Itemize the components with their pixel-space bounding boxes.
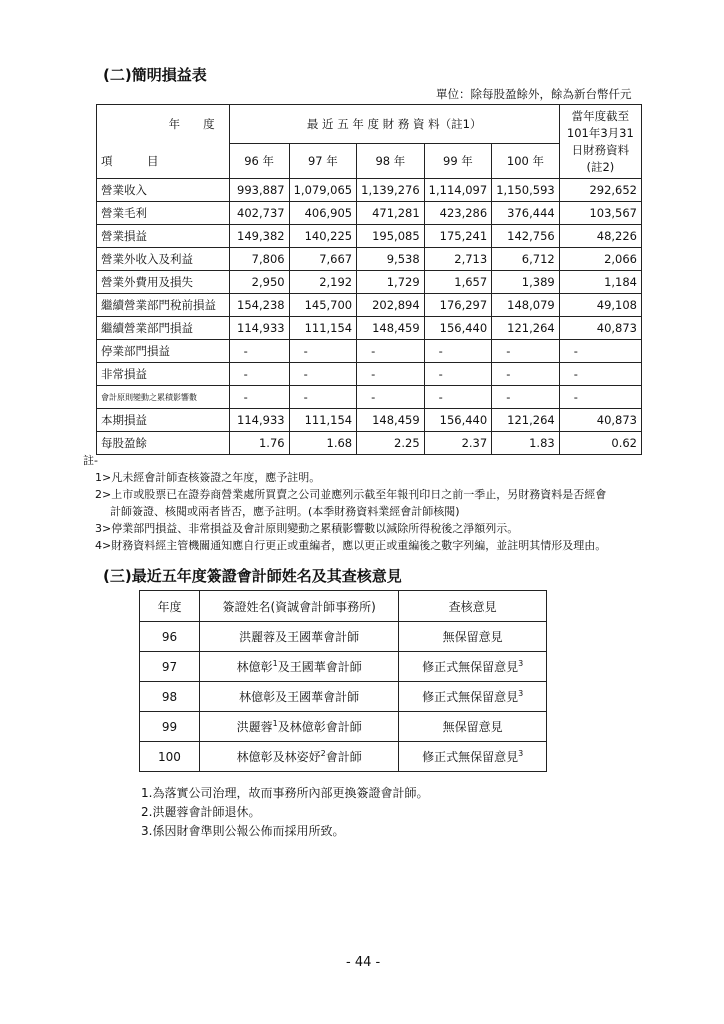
value-cell: -	[289, 363, 357, 386]
aud-name: 林億彰及王國華會計師	[199, 682, 398, 712]
value-cell: 145,700	[289, 294, 357, 317]
value-cell: 114,933	[229, 317, 289, 340]
value-cell: 40,873	[559, 317, 641, 340]
value-cell: 6,712	[492, 248, 560, 271]
table-row	[140, 622, 547, 652]
note-1: 1>凡未經會計師查核簽證之年度，應予註明。	[95, 471, 321, 484]
value-cell: -	[229, 386, 289, 409]
value-cell: 154,238	[229, 294, 289, 317]
income-statement-table	[96, 104, 642, 455]
value-cell: -	[357, 340, 425, 363]
aud-year: 97	[140, 652, 200, 682]
aud-header-opinion: 查核意見	[399, 591, 547, 622]
footnotes	[141, 784, 428, 841]
aud-year: 100	[140, 742, 200, 772]
value-cell: 1.76	[229, 432, 289, 455]
value-cell: 48,226	[559, 225, 641, 248]
value-cell: 2.37	[424, 432, 492, 455]
value-cell: 49,108	[559, 294, 641, 317]
value-cell: 0.62	[559, 432, 641, 455]
value-cell: 2,950	[229, 271, 289, 294]
value-cell: -	[357, 386, 425, 409]
note-3: 3>停業部門損益、非常損益及會計原則變動之累積影響數以減除所得稅後之淨額列示。	[95, 522, 519, 535]
footnote-1: 1.為落實公司治理，故而事務所內部更換簽證會計師。	[141, 786, 429, 800]
note-2: 2>上市或股票已在證券商營業處所買賣之公司並應列示截至年報刊印日之前一季止，另財務資料是否經會	[95, 488, 607, 501]
year-header: 98 年	[357, 144, 425, 179]
aud-name: 林億彰$^1$及王國華會計師	[199, 652, 398, 682]
value-cell: 2,066	[559, 248, 641, 271]
aud-year: 99	[140, 712, 200, 742]
row-item-label: 營業毛利	[97, 202, 230, 225]
value-cell: -	[289, 386, 357, 409]
value-cell: 148,459	[357, 409, 425, 432]
value-cell: 148,459	[357, 317, 425, 340]
value-cell: 292,652	[559, 179, 641, 202]
value-cell: -	[492, 363, 560, 386]
value-cell: 471,281	[357, 202, 425, 225]
note-2-cont: 計師簽證、核閱或兩者皆否，應予註明。(本季財務資料業經會計師核閱)	[110, 505, 460, 518]
value-cell: 140,225	[289, 225, 357, 248]
row-item-label: 每股盈餘	[97, 432, 230, 455]
table-row	[97, 409, 642, 432]
row-item-label: 繼續營業部門稅前損益	[97, 294, 230, 317]
page-number: - 44 -	[346, 955, 381, 970]
notes-block	[83, 452, 683, 554]
value-cell: 1,139,276	[357, 179, 425, 202]
value-cell: 1.83	[492, 432, 560, 455]
row-item-label: 非常損益	[97, 363, 230, 386]
value-cell: 176,297	[424, 294, 492, 317]
value-cell: 156,440	[424, 409, 492, 432]
value-cell: 1,079,065	[289, 179, 357, 202]
aud-name: 洪麗蓉$^1$及林億彰會計師	[199, 712, 398, 742]
table-row	[97, 202, 642, 225]
table-row	[140, 742, 547, 772]
value-cell: 114,933	[229, 409, 289, 432]
value-cell: 423,286	[424, 202, 492, 225]
aud-opinion: 無保留意見	[399, 622, 547, 652]
value-cell: -	[559, 386, 641, 409]
aud-opinion: 修正式無保留意見$^3$	[399, 742, 547, 772]
table-row	[140, 652, 547, 682]
value-cell: 2,713	[424, 248, 492, 271]
value-cell: 148,079	[492, 294, 560, 317]
aud-year: 96	[140, 622, 200, 652]
footnote-2: 2.洪麗蓉會計師退休。	[141, 805, 261, 819]
row-item-label: 營業損益	[97, 225, 230, 248]
table-row	[97, 294, 642, 317]
current-period-header: 當年度截至 101年3月31 日財務資料 (註2)	[559, 105, 641, 179]
notes-label: 註-	[83, 454, 98, 467]
item-label-header: 項 目	[97, 144, 230, 179]
value-cell: 111,154	[289, 317, 357, 340]
value-cell: 1,389	[492, 271, 560, 294]
value-cell: -	[424, 363, 492, 386]
section2-title: (二)簡明損益表	[103, 66, 207, 84]
value-cell: 175,241	[424, 225, 492, 248]
value-cell: 7,806	[229, 248, 289, 271]
value-cell: 1,150,593	[492, 179, 560, 202]
table-row	[97, 340, 642, 363]
year-header: 97 年	[289, 144, 357, 179]
aud-opinion: 修正式無保留意見$^3$	[399, 652, 547, 682]
aud-name: 林億彰及林姿妤$^2$會計師	[199, 742, 398, 772]
table-row	[97, 225, 642, 248]
value-cell: 195,085	[357, 225, 425, 248]
value-cell: 1.68	[289, 432, 357, 455]
year-header: 96 年	[229, 144, 289, 179]
note-4: 4>財務資料經主管機關通知應自行更正或重編者，應以更正或重編後之數字列編，並註明其情形及理由。	[95, 539, 607, 552]
value-cell: 103,567	[559, 202, 641, 225]
value-cell: -	[492, 386, 560, 409]
value-cell: 121,264	[492, 317, 560, 340]
aud-year: 98	[140, 682, 200, 712]
year-header: 99 年	[424, 144, 492, 179]
value-cell: 1,729	[357, 271, 425, 294]
value-cell: 156,440	[424, 317, 492, 340]
value-cell: 202,894	[357, 294, 425, 317]
value-cell: -	[559, 363, 641, 386]
table-row	[97, 317, 642, 340]
value-cell: -	[424, 340, 492, 363]
value-cell: 1,114,097	[424, 179, 492, 202]
table-row	[97, 179, 642, 202]
unit-note: 單位：除每股盈餘外，餘為新台幣仟元	[436, 87, 632, 101]
value-cell: 142,756	[492, 225, 560, 248]
table-row	[97, 386, 642, 409]
aud-name: 洪麗蓉及王國華會計師	[199, 622, 398, 652]
value-cell: -	[229, 340, 289, 363]
table-row	[97, 363, 642, 386]
auditor-table	[139, 590, 547, 772]
value-cell: 111,154	[289, 409, 357, 432]
value-cell: 406,905	[289, 202, 357, 225]
value-cell: -	[559, 340, 641, 363]
row-item-label: 繼續營業部門損益	[97, 317, 230, 340]
row-item-label: 本期損益	[97, 409, 230, 432]
value-cell: -	[492, 340, 560, 363]
value-cell: 1,184	[559, 271, 641, 294]
row-item-label: 營業收入	[97, 179, 230, 202]
table-row	[97, 271, 642, 294]
aud-opinion: 無保留意見	[399, 712, 547, 742]
table-row	[97, 248, 642, 271]
table-row	[140, 682, 547, 712]
value-cell: 121,264	[492, 409, 560, 432]
row-item-label: 停業部門損益	[97, 340, 230, 363]
year-label-header: 年 度	[97, 105, 230, 144]
aud-header-year: 年度	[140, 591, 200, 622]
row-item-label: 營業外收入及利益	[97, 248, 230, 271]
row-item-label: 會計原則變動之累積影響數	[97, 386, 230, 409]
value-cell: 149,382	[229, 225, 289, 248]
value-cell: -	[424, 386, 492, 409]
value-cell: 40,873	[559, 409, 641, 432]
value-cell: -	[229, 363, 289, 386]
value-cell: -	[289, 340, 357, 363]
value-cell: 7,667	[289, 248, 357, 271]
value-cell: 402,737	[229, 202, 289, 225]
five-year-header: 最 近 五 年 度 財 務 資 料（註1）	[229, 105, 559, 144]
value-cell: 376,444	[492, 202, 560, 225]
value-cell: 2.25	[357, 432, 425, 455]
value-cell: 1,657	[424, 271, 492, 294]
value-cell: 2,192	[289, 271, 357, 294]
footnote-3: 3.係因財會準則公報公佈而採用所致。	[141, 824, 345, 838]
section3-title: (三)最近五年度簽證會計師姓名及其查核意見	[103, 567, 402, 585]
value-cell: 993,887	[229, 179, 289, 202]
aud-opinion: 修正式無保留意見$^3$	[399, 682, 547, 712]
year-header: 100 年	[492, 144, 560, 179]
table-row	[140, 712, 547, 742]
value-cell: 9,538	[357, 248, 425, 271]
aud-header-name: 簽證姓名(資誠會計師事務所)	[199, 591, 398, 622]
row-item-label: 營業外費用及損失	[97, 271, 230, 294]
value-cell: -	[357, 363, 425, 386]
